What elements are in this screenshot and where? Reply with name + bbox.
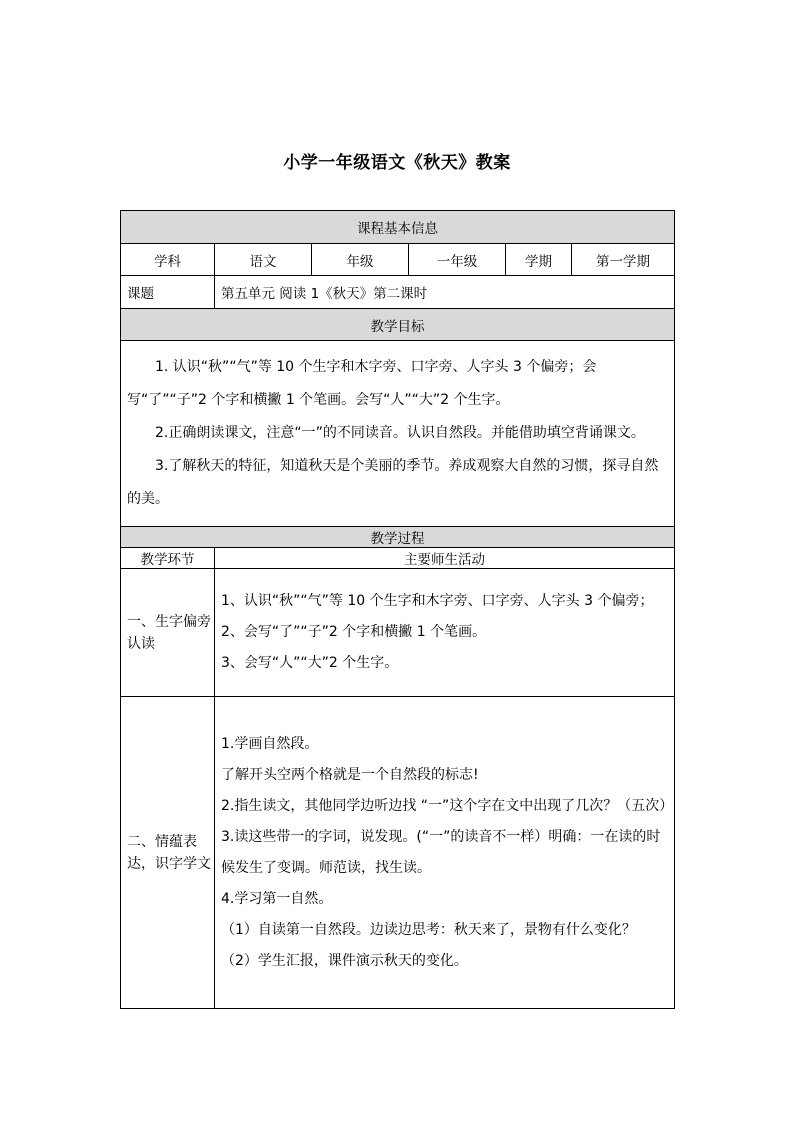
goals-body (121, 341, 675, 527)
activity-line: （1）自读第一自然段。边读边思考：秋天来了，景物有什么变化？ (221, 921, 636, 938)
activity-line: 2、会写“了”“子”2 个字和横撇 1 个笔画。 (221, 624, 487, 640)
document-title: 小学一年级语文《秋天》教案 (283, 153, 511, 173)
grade-label: 年级 (312, 244, 409, 276)
activity-column-header: 主要师生活动 (215, 548, 675, 569)
stage-activity (215, 697, 675, 1009)
activity-line: 4.学习第一自然。 (221, 890, 333, 907)
activity-line: 2.指生读文，其他同学边听边找 “一”这个字在文中出现了几次？（五次） (221, 797, 674, 814)
lesson-plan-table (120, 210, 675, 1009)
stage-activity (215, 569, 675, 697)
process-header: 教学过程 (121, 527, 675, 548)
subject-value: 语文 (215, 244, 312, 276)
goals-header: 教学目标 (121, 309, 675, 341)
term-value: 第一学期 (572, 244, 675, 276)
stage-name: 二、情蕴表达，识字学文 (121, 697, 215, 1009)
goal-item: 1. 认识“秋”“气”等 10 个生字和木字旁、口字旁、人字头 3 个偏旁；会写“了”“子”2 个字和横撇 1 个笔画。会写“人”“大”2 个生字。 (127, 359, 597, 408)
activity-line: 1、认识“秋”“气”等 10 个生字和木字旁、口字旁、人字头 3 个偏旁； (221, 593, 654, 609)
topic-label: 课题 (121, 276, 215, 309)
goal-item: 2.正确朗读课文，注意“一”的不同读音。认识自然段。并能借助填空背诵课文。 (155, 425, 645, 441)
activity-line: 了解开头空两个格就是一个自然段的标志! (221, 766, 479, 783)
activity-line: （2）学生汇报，课件演示秋天的变化。 (221, 952, 468, 969)
goal-item: 3.了解秋天的特征，知道秋天是个美丽的季节。养成观察大自然的习惯，探寻自然的美。 (127, 458, 659, 507)
topic-value: 第五单元 阅读 1《秋天》第二课时 (215, 276, 675, 309)
grade-value: 一年级 (409, 244, 506, 276)
subject-label: 学科 (121, 244, 215, 276)
activity-line: 3.读这些带一的字词，说发现。(“一”的读音不一样）明确：一在读的时候发生了变调。师范读，找生读。 (221, 828, 661, 876)
activity-line: 1.学画自然段。 (221, 735, 319, 752)
stage-name: 一、生字偏旁认读 (121, 569, 215, 697)
activity-line: 3、会写“人”“大”2 个生字。 (221, 655, 399, 671)
basic-info-header: 课程基本信息 (121, 211, 675, 244)
term-label: 学期 (506, 244, 572, 276)
stage-column-header: 教学环节 (121, 548, 215, 569)
